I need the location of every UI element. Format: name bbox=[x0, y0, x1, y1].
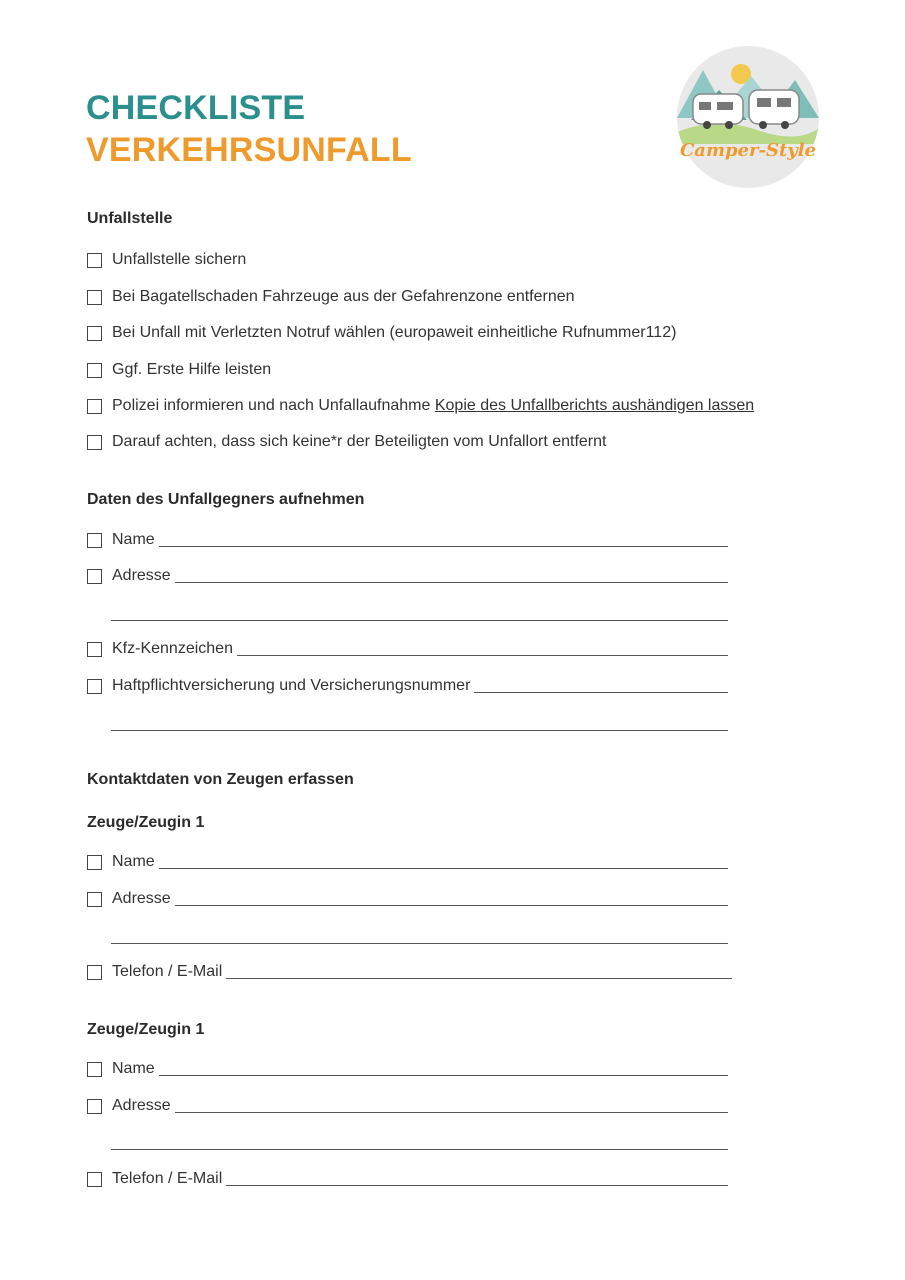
form-field-adresse bbox=[87, 1096, 728, 1116]
checkbox[interactable] bbox=[87, 399, 102, 414]
form-field-kennzeichen bbox=[87, 639, 728, 659]
checkbox[interactable] bbox=[87, 679, 102, 694]
fill-line[interactable] bbox=[226, 1185, 728, 1186]
page-title-verkehrsunfall: VERKEHRSUNFALL bbox=[86, 131, 412, 169]
camper-style-logo bbox=[677, 46, 819, 188]
logo-wordmark: Camper-Style bbox=[679, 140, 817, 161]
field-label: Kfz-Kennzeichen bbox=[112, 640, 233, 657]
field-label: Name bbox=[112, 531, 155, 548]
item-label: Bei Bagatellschaden Fahrzeuge aus der Gefahrenzone entfernen bbox=[112, 288, 575, 305]
form-field-name bbox=[87, 530, 728, 550]
checkbox[interactable] bbox=[87, 363, 102, 378]
field-label: Haftpflichtversicherung und Versicherungsnummer bbox=[112, 677, 471, 694]
checkbox[interactable] bbox=[87, 569, 102, 584]
fill-line[interactable] bbox=[237, 655, 728, 656]
fill-line[interactable] bbox=[474, 692, 728, 693]
field-label: Adresse bbox=[112, 1097, 171, 1114]
section-heading-gegner: Daten des Unfallgegners aufnehmen bbox=[87, 491, 365, 508]
item-label: Unfallstelle sichern bbox=[112, 251, 247, 268]
fill-line-continuation[interactable] bbox=[111, 620, 728, 621]
checklist-item bbox=[87, 250, 787, 270]
police-text: Polizei informieren und nach Unfallaufnahme bbox=[112, 397, 435, 414]
fill-line[interactable] bbox=[159, 1075, 728, 1076]
checkbox[interactable] bbox=[87, 1172, 102, 1187]
checkbox[interactable] bbox=[87, 855, 102, 870]
field-label: Adresse bbox=[112, 890, 171, 907]
fill-line[interactable] bbox=[175, 1112, 728, 1113]
checklist-item bbox=[87, 360, 787, 380]
checklist-item bbox=[87, 432, 787, 452]
field-label: Adresse bbox=[112, 567, 171, 584]
form-field-adresse bbox=[87, 889, 728, 909]
form-field-name bbox=[87, 1059, 728, 1079]
form-field-name bbox=[87, 852, 728, 872]
checkbox[interactable] bbox=[87, 965, 102, 980]
checkbox[interactable] bbox=[87, 1062, 102, 1077]
fill-line-continuation[interactable] bbox=[111, 943, 728, 944]
fill-line[interactable] bbox=[159, 868, 728, 869]
checklist-item bbox=[87, 396, 807, 416]
checklist-item bbox=[87, 323, 787, 343]
checkbox[interactable] bbox=[87, 326, 102, 341]
fill-line[interactable] bbox=[226, 978, 732, 979]
checkbox[interactable] bbox=[87, 533, 102, 548]
checkbox[interactable] bbox=[87, 1099, 102, 1114]
field-label: Telefon / E-Mail bbox=[112, 1170, 223, 1187]
item-label bbox=[112, 396, 754, 416]
subheading-witness-2: Zeuge/Zeugin 1 bbox=[87, 1021, 205, 1038]
fill-line-continuation[interactable] bbox=[111, 1149, 728, 1150]
field-label: Name bbox=[112, 853, 155, 870]
police-underlined-text: Kopie des Unfallberichts aushändigen lassen bbox=[434, 397, 755, 414]
fill-line[interactable] bbox=[175, 582, 728, 583]
checkbox[interactable] bbox=[87, 642, 102, 657]
fill-line[interactable] bbox=[175, 905, 728, 906]
item-label: Darauf achten, dass sich keine*r der Beteiligten vom Unfallort entfernt bbox=[112, 433, 607, 450]
field-label: Name bbox=[112, 1060, 155, 1077]
checklist-item bbox=[87, 287, 787, 307]
subheading-witness-1: Zeuge/Zeugin 1 bbox=[87, 814, 205, 831]
fill-line[interactable] bbox=[159, 546, 728, 547]
section-heading-zeugen: Kontaktdaten von Zeugen erfassen bbox=[87, 771, 354, 788]
section-heading-unfallstelle: Unfallstelle bbox=[87, 210, 173, 227]
form-field-versicherung bbox=[87, 676, 728, 696]
page-title-checkliste: CHECKLISTE bbox=[86, 89, 306, 127]
form-field-kontakt bbox=[87, 962, 732, 982]
item-label: Ggf. Erste Hilfe leisten bbox=[112, 361, 272, 378]
field-label: Telefon / E-Mail bbox=[112, 963, 223, 980]
checkbox[interactable] bbox=[87, 290, 102, 305]
checkbox[interactable] bbox=[87, 892, 102, 907]
checkbox[interactable] bbox=[87, 253, 102, 268]
form-field-adresse bbox=[87, 566, 728, 586]
checkbox[interactable] bbox=[87, 435, 102, 450]
item-label: Bei Unfall mit Verletzten Notruf wählen (europaweit einheitliche Rufnummer112) bbox=[112, 324, 677, 341]
fill-line-continuation[interactable] bbox=[111, 730, 728, 731]
form-field-kontakt bbox=[87, 1169, 728, 1189]
